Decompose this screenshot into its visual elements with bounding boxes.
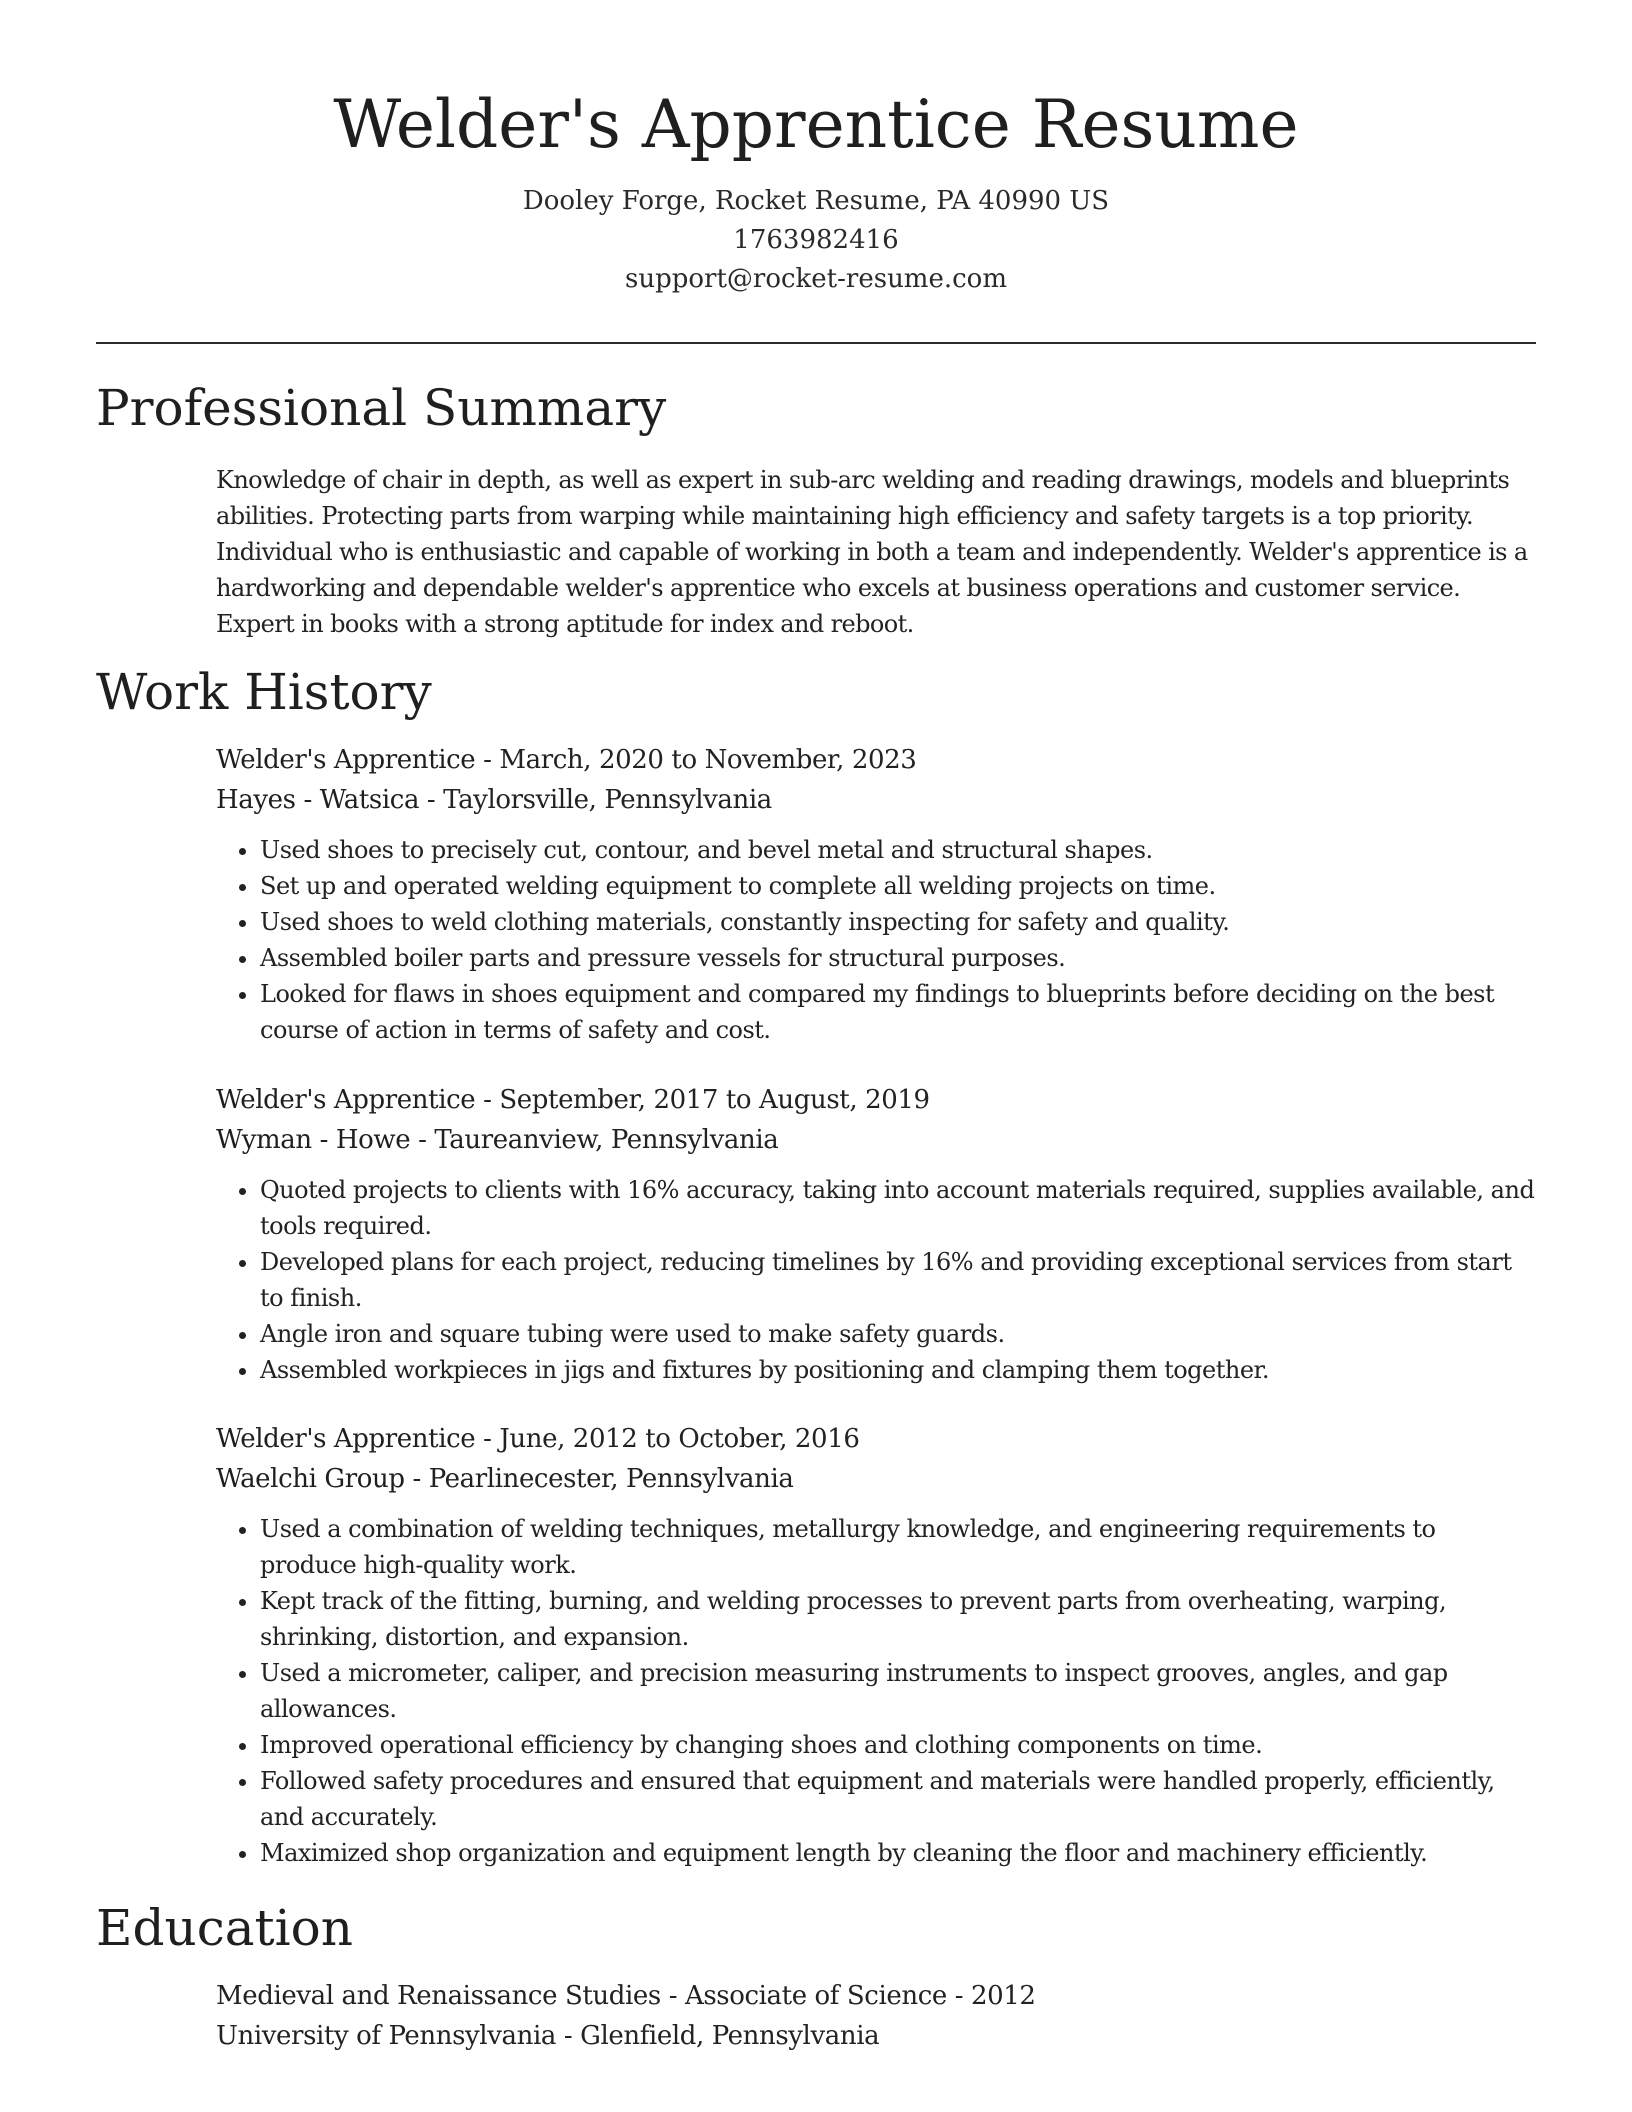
education-degree: Medieval and Renaissance Studies - Associate of Science - 2012: [216, 1981, 1036, 2011]
contact-address: Dooley Forge, Rocket Resume, PA 40990 US: [522, 186, 1110, 216]
job-bullets: [216, 1511, 1536, 1871]
job-bullets: [216, 1172, 1536, 1388]
list-item: • Used shoes to weld clothing materials, constantly inspecting for safety and quality.: [260, 904, 1536, 940]
job-location: - Taylorsville, Pennsylvania: [419, 785, 772, 815]
work-history-heading: Work History: [96, 663, 432, 721]
job-company-line: [216, 1120, 1536, 1160]
job-company-line: [216, 780, 1536, 820]
contact-email: support@rocket-resume.com: [624, 264, 1007, 294]
job-entry: [216, 1419, 1536, 1871]
job-company-line: [216, 1459, 1536, 1499]
job-dates: - June, 2012 to October, 2016: [475, 1424, 860, 1454]
list-item: • Looked for flaws in shoes equipment and compared my findings to blueprints before deciding on the best course of action in terms of safety and cost.: [260, 976, 1536, 1048]
list-item: • Used a combination of welding techniques, metallurgy knowledge, and engineering requirements to produce high-quality work.: [260, 1511, 1536, 1583]
list-item: • Used shoes to precisely cut, contour, and bevel metal and structural shapes.: [260, 832, 1536, 868]
list-item: • Kept track of the fitting, burning, and welding processes to prevent parts from overheating, warping, shrinking, distortion, and expansion.: [260, 1583, 1536, 1655]
job-entry: [216, 1080, 1536, 1388]
list-item: • Angle iron and square tubing were used to make safety guards.: [260, 1316, 1536, 1352]
summary-heading: Professional Summary: [96, 379, 667, 437]
list-item: • Improved operational efficiency by changing shoes and clothing components on time.: [260, 1727, 1536, 1763]
resume-header: [0, 80, 1632, 299]
list-item: • Used a micrometer, caliper, and precision measuring instruments to inspect grooves, angles, and gap allowances.: [260, 1655, 1536, 1727]
job-title: Welder's Apprentice: [216, 745, 476, 775]
job-title: Welder's Apprentice: [216, 1085, 476, 1115]
list-item: • Maximized shop organization and equipment length by cleaning the floor and machinery efficiently.: [260, 1835, 1536, 1871]
job-location: - Taureanview, Pennsylvania: [410, 1125, 779, 1155]
education-heading: Education: [96, 1899, 353, 1957]
job-location: - Pearlinecester, Pennsylvania: [404, 1464, 794, 1494]
job-company: Waelchi Group: [216, 1464, 405, 1494]
job-title-line: [216, 1419, 1536, 1459]
contact-phone: 1763982416: [733, 225, 899, 255]
page-title: Welder's Apprentice Resume: [333, 86, 1299, 163]
list-item: • Assembled workpieces in jigs and fixtures by positioning and clamping them together.: [260, 1352, 1536, 1388]
summary-text: Knowledge of chair in depth, as well as expert in sub-arc welding and reading drawings, models and blueprints abilities. Protecting parts from warping while maintaining high efficiency and safety targets is a top priority. Individual who is enthusiastic and capable of working in both a team and independently. Welder's apprentice is a hardworking and dependable welder's apprentice who excels at business operations and customer service. Expert in books with a strong aptitude for index and reboot.: [216, 466, 1528, 638]
list-item: • Assembled boiler parts and pressure vessels for structural purposes.: [260, 940, 1536, 976]
job-company: Hayes - Watsica: [216, 785, 420, 815]
job-company: Wyman - Howe: [216, 1125, 411, 1155]
list-item: • Quoted projects to clients with 16% accuracy, taking into account materials required, supplies available, and tools required.: [260, 1172, 1536, 1244]
list-item: • Set up and operated welding equipment to complete all welding projects on time.: [260, 868, 1536, 904]
job-dates: - September, 2017 to August, 2019: [475, 1085, 930, 1115]
job-title-line: [216, 740, 1536, 780]
list-item: • Followed safety procedures and ensured that equipment and materials were handled properly, efficiently, and accurately.: [260, 1763, 1536, 1835]
job-bullets: [216, 832, 1536, 1048]
job-dates: - March, 2020 to November, 2023: [475, 745, 917, 775]
job-title: Welder's Apprentice: [216, 1424, 476, 1454]
job-entry: [216, 740, 1536, 1048]
header-divider: [96, 342, 1536, 344]
contact-info: [0, 182, 1632, 299]
education-entry: [216, 1976, 1536, 2056]
job-title-line: [216, 1080, 1536, 1120]
list-item: • Developed plans for each project, reducing timelines by 16% and providing exceptional services from start to finish.: [260, 1244, 1536, 1316]
education-school: University of Pennsylvania - Glenfield, Pennsylvania: [216, 2021, 880, 2051]
